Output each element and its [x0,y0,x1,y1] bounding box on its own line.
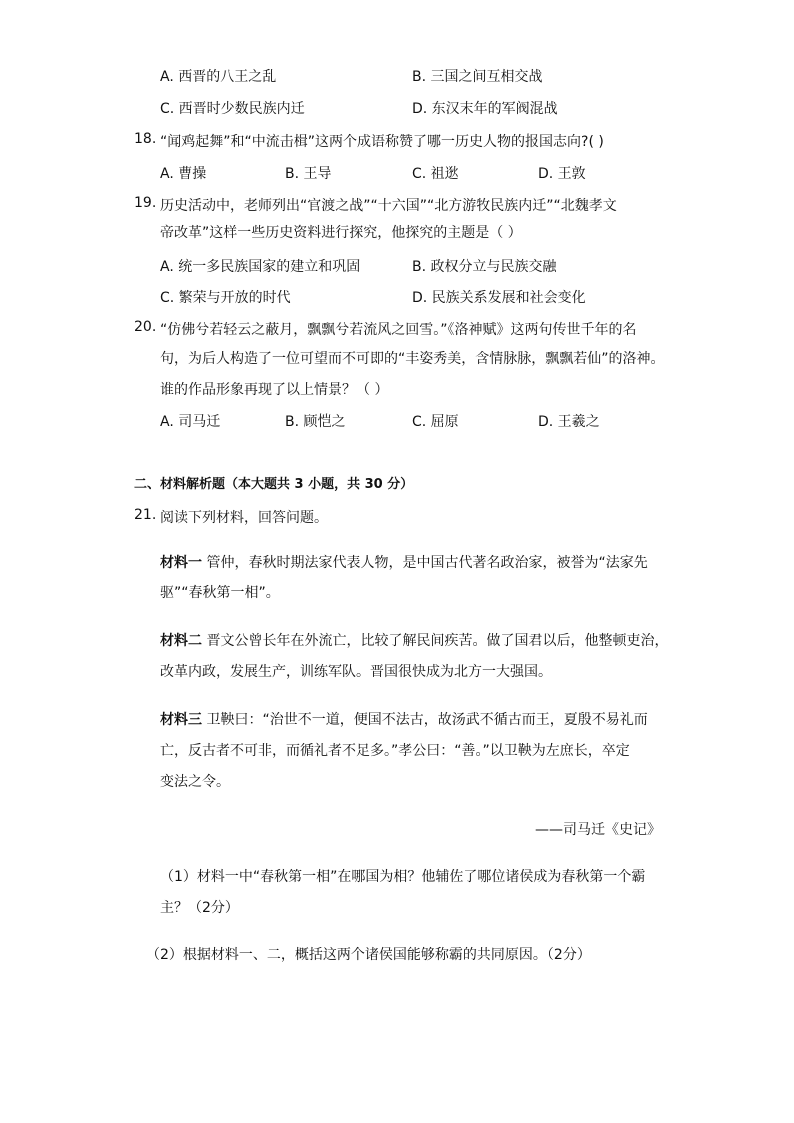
q17-option-d: D. 东汉末年的军阀混战 [412,101,558,117]
sub-question-1-line1: （1）材料一中“春秋第一相”在哪国为相？他辅佐了哪位诸侯成为春秋第一个霸 [160,869,646,885]
q20-option-d: D. 王羲之 [538,414,600,430]
material-1-label: 材料一 [160,555,202,571]
q20-stem-line3: 谁的作品形象再现了以上情景？（ ） [160,382,389,398]
q18-option-a: A. 曹操 [160,166,207,182]
material-3-line3: 变法之令。 [160,774,230,790]
material-2-line1 [160,630,668,650]
q20-number: 20. [134,319,157,335]
q19-option-c: C. 繁荣与开放的时代 [160,290,291,306]
q21-number: 21. [134,507,157,523]
q20-option-b: B. 顾恺之 [285,414,346,430]
q17-option-c: C. 西晋时少数民族内迁 [160,101,305,117]
q21-intro: 阅读下列材料，回答问题。 [160,510,328,526]
q20-option-c: C. 屈原 [412,414,459,430]
q19-option-b: B. 政权分立与民族交融 [412,259,557,275]
material-3-text: 卫鞅曰：“治世不一道，便国不法古，故汤武不循古而王，夏殷不易礼而 [202,712,648,728]
material-1-line2: 驱”“春秋第一相”。 [160,585,280,601]
material-2-text: 晋文公曾长年在外流亡，比较了解民间疾苦。做了国君以后，他整顿吏治， [202,633,669,649]
section-heading: 二、材料解析题（本大题共 3 小题，共 30 分） [134,477,414,492]
material-1-line1 [160,552,648,572]
q20-option-a: A. 司马迁 [160,414,221,430]
q19-option-a: A. 统一多民族国家的建立和巩固 [160,259,361,275]
q19-number: 19. [134,195,157,211]
material-3-label: 材料三 [160,712,202,728]
q18-number: 18. [134,131,157,147]
sub-question-1-line2: 主？（2分） [160,900,239,916]
q17-option-b: B. 三国之间互相交战 [412,69,543,85]
q19-stem-line1: 历史活动中，老师列出“官渡之战”“十六国”“北方游牧民族内迁”“北魏孝文 [160,198,617,214]
q19-stem-line2: 帝改革”这样一些历史资料进行探究，他探究的主题是（ ） [160,225,522,241]
sub-question-2: （2）根据材料一、二，概括这两个诸侯国能够称霸的共同原因。（2分） [146,947,591,963]
q20-stem-line1: “仿佛兮若轻云之蔽月，飘飘兮若流风之回雪。”《洛神赋》这两句传世千年的名 [160,322,637,338]
q18-option-c: C. 祖逖 [412,166,459,182]
q18-option-b: B. 王导 [285,166,332,182]
q18-stem: “闻鸡起舞”和“中流击楫”这两个成语称赞了哪一历史人物的报国志向?( ) [160,134,604,150]
q18-option-d: D. 王敦 [538,166,586,182]
q19-option-d: D. 民族关系发展和社会变化 [412,290,586,306]
material-2-line2: 改革内政，发展生产，训练军队。晋国很快成为北方一大强国。 [160,664,552,680]
q20-stem-line2: 句，为后人构造了一位可望而不可即的“丰姿秀美，含情脉脉，飘飘若仙”的洛神。 [160,351,665,367]
material-2-label: 材料二 [160,633,202,649]
material-1-text: 管仲，春秋时期法家代表人物，是中国古代著名政治家，被誉为“法家先 [202,555,648,571]
material-3-line1 [160,709,648,729]
source-attribution: ——司马迁《史记》 [535,822,661,838]
material-3-line2: 亡，反古者不可非，而循礼者不足多。”孝公曰：“善。”以卫鞅为左庶长，卒定 [160,743,630,759]
q17-option-a: A. 西晋的八王之乱 [160,69,277,85]
